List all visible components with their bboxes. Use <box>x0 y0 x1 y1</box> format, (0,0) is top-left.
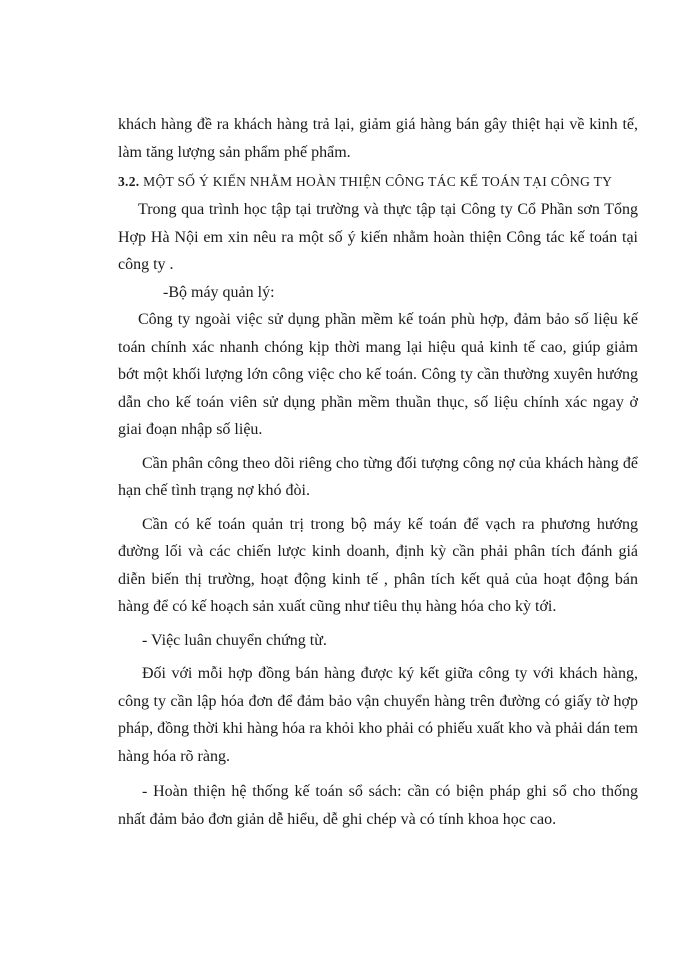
paragraph-software: Công ty ngoài việc sử dụng phần mềm kế toán phù hợp, đảm bảo số liệu kế toán chính xác nhanh chóng kịp thời mang lại hiệu quả kinh tế cao, giúp giảm bớt một khối lượng lớn công việc cho kế toán. Công ty cần thường xuyên hướng dẫn cho kế toán viên sử dụng phần mềm thuần thục, số liệu chính xác ngay ở giai đoạn nhập số liệu. <box>118 311 638 438</box>
section-number: 3.2. <box>118 174 140 189</box>
paragraph-continuation: khách hàng đề ra khách hàng trả lại, giảm giá hàng bán gây thiệt hại về kinh tế, làm tăng lượng sản phẩm phế phẩm. <box>118 116 638 161</box>
paragraph-debt: Cần phân công theo dõi riêng cho từng đối tượng công nợ của khách hàng để hạn chế tình trạng nợ khó đòi. <box>118 454 638 499</box>
paragraph-intro: Trong qua trình học tập tại trường và thực tập tại Công ty Cổ Phần sơn Tổng Hợp Hà Nội em xin nêu ra một số ý kiến nhằm hoàn thiện Công tác kế toán tại công ty . <box>118 201 638 273</box>
subheading-management: -Bộ máy quản lý: <box>163 283 275 301</box>
subheading-documents: - Việc luân chuyển chứng từ. <box>142 631 327 649</box>
paragraph-management-accounting: Cần có kế toán quản trị trong bộ máy kế toán để vạch ra phương hướng đường lối và các chiến lược kinh doanh, định kỳ cần phải phân tích đánh giá diễn biến thị trường, hoạt động kinh tế , phân tích kết quả của hoạt động bán hàng để có kế hoạch sản xuất cũng như tiêu thụ hàng hóa cho kỳ tới. <box>118 515 638 615</box>
section-title: MỘT SỐ Ý KIẾN NHẰM HOÀN THIỆN CÔNG TÁC KẾ TOÁN TẠI CÔNG TY <box>143 174 613 189</box>
paragraph-bookkeeping: - Hoàn thiện hệ thống kế toán sổ sách: cần có biện pháp ghi sổ cho thống nhất đảm bảo đơn giản dễ hiểu, dễ ghi chép và có tính khoa học cao. <box>118 783 638 828</box>
section-heading <box>118 170 638 194</box>
document-page <box>118 111 638 833</box>
paragraph-invoices: Đối với mỗi hợp đồng bán hàng được ký kết giữa công ty với khách hàng, công ty cần lập hóa đơn để đảm bảo vận chuyển hàng trên đường có giấy tờ hợp pháp, đồng thời khi hàng hóa ra khỏi kho phải có phiếu xuất kho và phải dán tem hàng hóa rõ ràng. <box>118 665 638 765</box>
